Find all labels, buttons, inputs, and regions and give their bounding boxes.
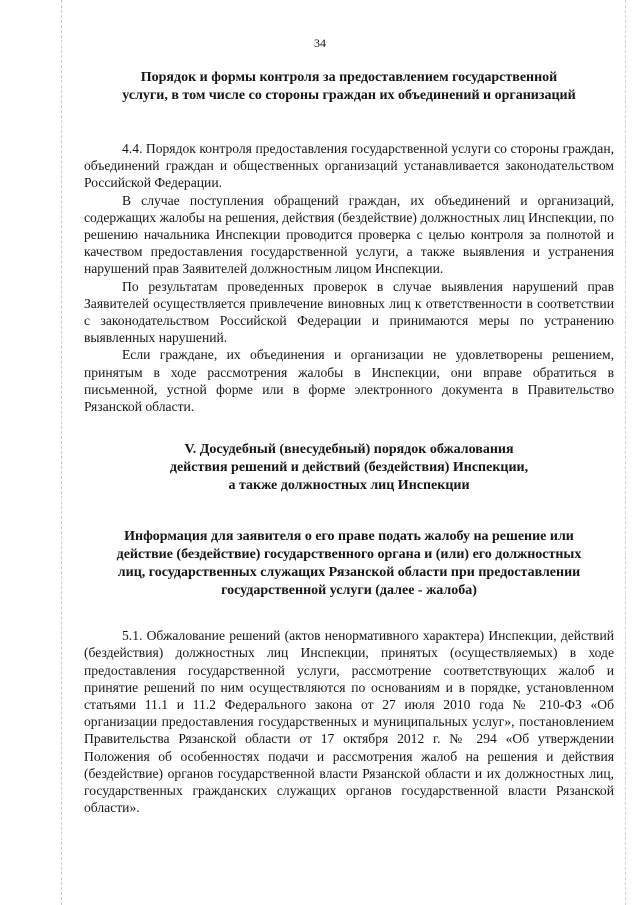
section-heading-control — [84, 69, 614, 105]
scan-margin-line-left — [61, 0, 62, 905]
heading-line: Порядок и формы контроля за предоставлением государственной — [140, 70, 558, 85]
page-number: 34 — [314, 36, 326, 50]
paragraph-complaints-check: В случае поступления обращений граждан, их объединений и организаций, содержащих жалобы на решения, действия (бездействие) должностных лиц Инспекции, по решению начальника Инспекции проводится проверка с целью контроля за полнотой и качеством предоставления государственной услуги, а также выявления и устранения нарушений прав Заявителей должностным лицом Инспекции. — [84, 192, 614, 277]
document-body — [84, 69, 614, 816]
scan-margin-line-right — [625, 0, 626, 905]
heading-line: действия решений и действий (бездействия) Инспекции, — [169, 460, 529, 476]
heading-line: действие (бездействие) государственного органа и (или) его должностных — [116, 547, 582, 563]
paragraph-dissatisfied-citizens: Если граждане, их объединения и организации не удовлетворены решением, принятым в ходе рассмотрения жалобы в Инспекции, они вправе обратиться в письменной, устной форме или в форме электронного документа в Правительство Рязанской области. — [84, 347, 614, 415]
heading-line: Информация для заявителя о его праве подать жалобу на решение или — [124, 529, 574, 545]
paragraph-inspection-results: По результатам проведенных проверок в случае выявления нарушений прав Заявителей осуществляется привлечение виновных лиц к ответственности в соответствии с законодательством Российской Федерации и принимаются меры по устранению выявленных нарушений. — [84, 278, 614, 346]
section-heading-complaint-info — [84, 528, 614, 600]
heading-line: а также должностных лиц Инспекции — [228, 478, 470, 494]
heading-line: государственной услуги (далее - жалоба) — [221, 583, 477, 599]
heading-line: V. Досудебный (внесудебный) порядок обжалования — [184, 442, 514, 458]
heading-line: лиц, государственных служащих Рязанской области при предоставлении — [117, 565, 581, 581]
paragraph-4-4: 4.4. Порядок контроля предоставления государственной услуги со стороны граждан, объединений граждан и общественных организаций устанавливается законодательством Российской Федерации. — [84, 141, 614, 191]
paragraph-5-1: 5.1. Обжалование решений (актов ненормативного характера) Инспекции, действий (бездействия) должностных лиц Инспекции, принятых (осуществляемых) в ходе предоставления государственной услуги, рассмотрение соответствующих жалоб и принятие решений по ним осуществляются по основаниям и в порядке, установленном статьями 11.1 и 11.2 Федерального закона от 27 июля 2010 года № 210-ФЗ «Об организации предоставления государственных и муниципальных услуг», постановлением Правительства Рязанской области от 17 октября 2012 г. № 294 «Об утверждении Положения об особенностях подачи и рассмотрения жалоб на решения и действия (бездействие) органов государственной власти Рязанской области и их должностных лиц, государственных гражданских служащих органов государственной власти Рязанской области». — [84, 628, 614, 816]
section-heading-appeal — [84, 441, 614, 495]
heading-line: услуги, в том числе со стороны граждан их объединений и организаций — [122, 88, 576, 103]
